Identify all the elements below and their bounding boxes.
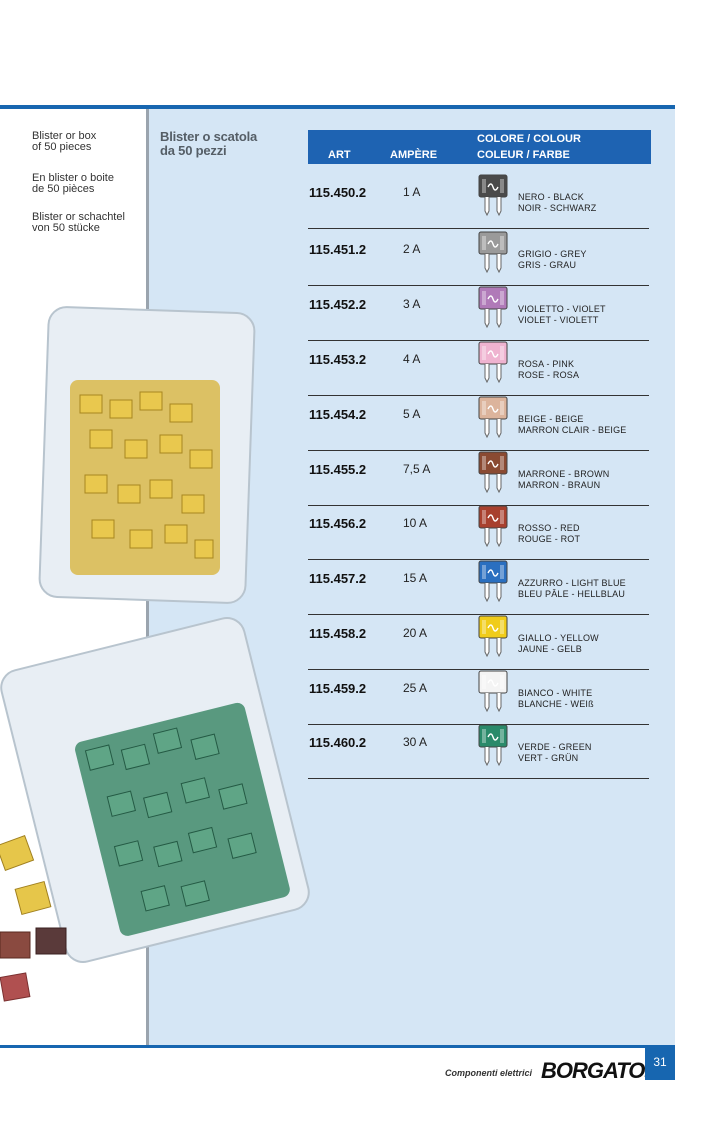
colour-text	[518, 688, 594, 710]
article-code: 115.453.2	[309, 352, 367, 367]
product-photo	[0, 300, 320, 1020]
colour-text	[518, 304, 606, 326]
colour-line-1: ROSA - PINK	[518, 359, 575, 369]
article-code: 115.455.2	[309, 462, 367, 477]
colour-text	[518, 414, 627, 436]
colour-text	[518, 469, 610, 491]
fuse-icon	[478, 395, 508, 439]
colour-text	[518, 523, 580, 545]
ampere-value: 7,5 A	[403, 462, 431, 476]
side-note-en: Blister or box of 50 pieces	[32, 130, 97, 153]
article-code: 115.450.2	[309, 185, 367, 200]
colour-line-2: BLANCHE - WEIß	[518, 699, 594, 709]
header-colour-1: COLORE / COLOUR	[477, 133, 581, 145]
colour-line-1: BEIGE - BEIGE	[518, 414, 584, 424]
ampere-value: 25 A	[403, 681, 428, 695]
colour-line-1: VIOLETTO - VIOLET	[518, 304, 606, 314]
fuse-icon	[478, 504, 508, 548]
article-code: 115.451.2	[309, 242, 367, 257]
colour-line-2: ROUGE - ROT	[518, 534, 581, 544]
table-header	[308, 130, 651, 164]
table-row	[308, 340, 649, 396]
article-code: 115.459.2	[309, 681, 367, 696]
colour-line-2: MARRON CLAIR - BEIGE	[518, 425, 627, 435]
table-row	[308, 614, 649, 670]
colour-line-1: VERDE - GREEN	[518, 742, 592, 752]
colour-line-2: GRIS - GRAU	[518, 260, 577, 270]
article-code: 115.457.2	[309, 571, 367, 586]
header-colour-2: COLEUR / FARBE	[477, 149, 570, 161]
table-row	[308, 230, 649, 286]
colour-text	[518, 249, 587, 271]
ampere-value: 2 A	[403, 242, 421, 256]
colour-text	[518, 359, 579, 381]
colour-text	[518, 633, 599, 655]
footer-tagline: Componenti elettrici	[445, 1068, 533, 1078]
ampere-value: 4 A	[403, 352, 421, 366]
article-code: 115.460.2	[309, 735, 367, 750]
fuse-icon	[478, 614, 508, 658]
yellow-blister-photo	[39, 306, 255, 603]
colour-line-2: JAUNE - GELB	[518, 644, 582, 654]
green-blister-photo	[0, 614, 313, 966]
article-code: 115.458.2	[309, 626, 367, 641]
colour-line-1: GIALLO - YELLOW	[518, 633, 599, 643]
ampere-value: 30 A	[403, 735, 428, 749]
header-ampere: AMPÈRE	[390, 149, 438, 161]
header-art: ART	[328, 149, 351, 161]
article-code: 115.456.2	[309, 516, 367, 531]
ampere-value: 5 A	[403, 407, 421, 421]
colour-line-2: BLEU PÂLE - HELLBLAU	[518, 589, 626, 599]
ampere-value: 1 A	[403, 185, 421, 199]
colour-line-2: NOIR - SCHWARZ	[518, 203, 597, 213]
colour-line-2: VIOLET - VIOLETT	[518, 315, 599, 325]
fuse-icon	[478, 285, 508, 329]
colour-line-2: ROSE - ROSA	[518, 370, 580, 380]
colour-line-1: GRIGIO - GREY	[518, 249, 587, 259]
page-title: Blister o scatola da 50 pezzi	[160, 129, 258, 158]
table-row	[308, 395, 649, 451]
colour-line-2: MARRON - BRAUN	[518, 480, 601, 490]
fuse-icon	[478, 723, 508, 767]
table-row	[308, 723, 649, 779]
ampere-value: 3 A	[403, 297, 421, 311]
fuse-icon	[478, 559, 508, 603]
colour-text	[518, 578, 626, 600]
colour-text	[518, 192, 596, 214]
fuse-icon	[478, 669, 508, 713]
side-note-fr: En blister o boite de 50 pièces	[32, 172, 114, 195]
ampere-value: 15 A	[403, 571, 428, 585]
side-note-de: Blister or schachtel von 50 stücke	[32, 211, 125, 234]
fuse-icon	[478, 173, 508, 217]
ampere-value: 10 A	[403, 516, 428, 530]
colour-line-1: AZZURRO - LIGHT BLUE	[518, 578, 626, 588]
page-number: 31	[645, 1048, 675, 1080]
article-code: 115.454.2	[309, 407, 367, 422]
colour-line-1: MARRONE - BROWN	[518, 469, 610, 479]
fuse-icon	[478, 230, 508, 274]
table-row	[308, 450, 649, 506]
table-row	[308, 285, 649, 341]
colour-line-1: NERO - BLACK	[518, 192, 584, 202]
fuse-icon	[478, 340, 508, 384]
fuse-icon	[478, 450, 508, 494]
bottom-rule	[0, 1045, 675, 1048]
colour-text	[518, 742, 592, 764]
article-code: 115.452.2	[309, 297, 367, 312]
brand-name: BORGATO	[541, 1058, 645, 1083]
colour-line-1: BIANCO - WHITE	[518, 688, 593, 698]
table-row	[308, 173, 649, 229]
ampere-value: 20 A	[403, 626, 428, 640]
table-row	[308, 559, 649, 615]
table-row	[308, 504, 649, 560]
colour-line-2: VERT - GRÜN	[518, 753, 579, 763]
table-row	[308, 669, 649, 725]
colour-line-1: ROSSO - RED	[518, 523, 580, 533]
